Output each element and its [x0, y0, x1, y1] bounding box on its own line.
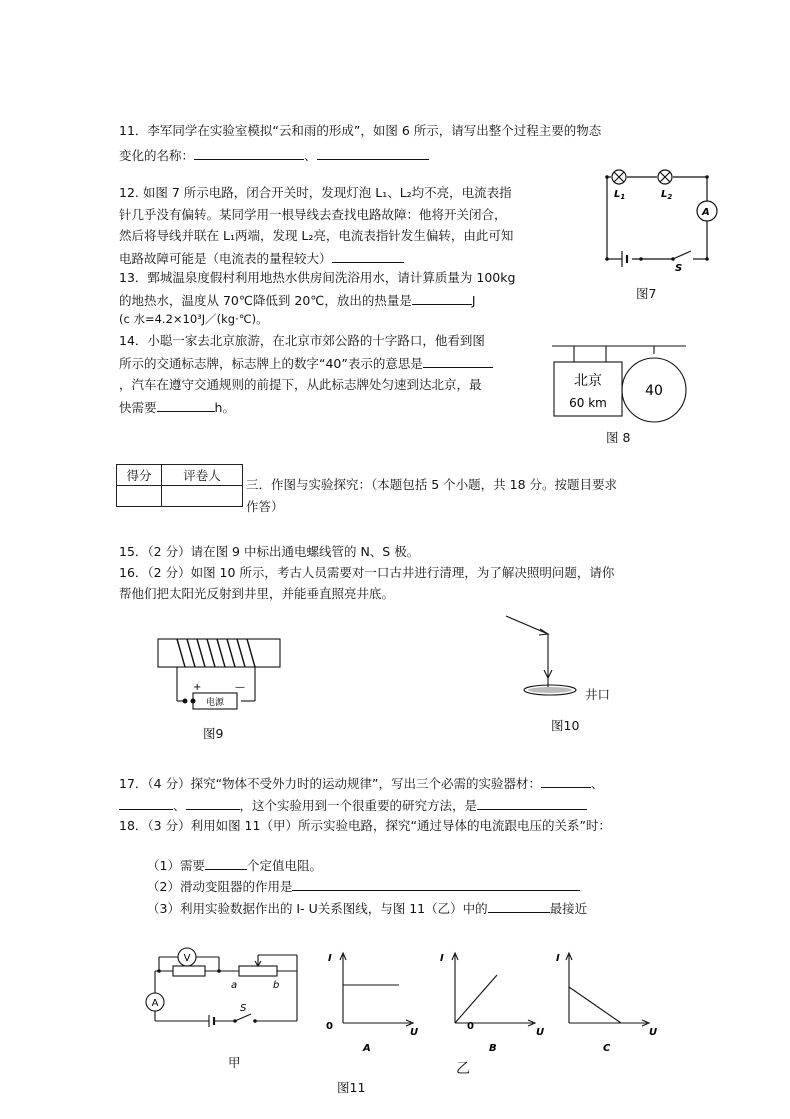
q14-line4 — [119, 397, 235, 416]
fig11-switch: S — [240, 1003, 247, 1014]
q12-line3: 然后将导线并联在 L₁两端，发现 L₂亮，电流表指针发生偏转，由此可知 — [119, 228, 514, 243]
q16-line2: 帮他们把太阳光反射到井里，并能垂直照亮井底。 — [119, 586, 395, 601]
fig11-yi-label: 乙 — [456, 1061, 470, 1077]
fig8-city: 北京 — [574, 373, 602, 389]
q14-line2 — [119, 353, 493, 372]
graph-a-origin: 0 — [326, 1021, 333, 1032]
figure-8-traffic-sign — [550, 340, 690, 422]
fig11-point-b: b — [273, 980, 280, 991]
section3-line2: 作答） — [246, 499, 284, 514]
q12-line2: 针几乎没有偏转。某同学用一根导线去查找电路故障：他将开关闭合， — [119, 207, 507, 222]
q17-blank-4[interactable] — [477, 795, 587, 810]
fig7-lamp2-label: $L_2$ — [661, 189, 673, 201]
graph-c-label: C — [603, 1043, 611, 1054]
q13-line2-text: 的地热水，温度从 70℃降低到 20℃，放出的热量是 — [119, 293, 412, 308]
fig9-plus: + — [193, 682, 202, 693]
q18-sub2-text: （2）滑动变阻器的作用是 — [147, 879, 293, 894]
graph-c-axis-u: U — [649, 1027, 658, 1038]
q17-line1-text: 17．（4 分）探究“物体不受外力时的运动规律”，写出三个必需的实验器材： — [119, 776, 542, 791]
q12-line1: 12. 如图 7 所示电路，闭合开关时，发现灯泡 L₁、L₂均不亮，电流表指 — [119, 185, 512, 200]
q18-blank-3[interactable] — [488, 898, 550, 913]
q14-line2-text: 所示的交通标志牌，标志牌上的数字“40”表示的意思是 — [119, 356, 423, 371]
q17-line2 — [119, 795, 587, 814]
q11-line2 — [119, 145, 429, 164]
graph-a-label: A — [363, 1043, 371, 1054]
graph-b-axis-i: I — [440, 953, 444, 964]
q17-line1 — [119, 773, 604, 792]
q11-line1: 11．李军同学在实验室模拟“云和雨的形成”，如图 6 所示，请写出整个过程主要的物态 — [119, 123, 602, 138]
q17-blank-1[interactable] — [541, 773, 591, 788]
q17-blank-3[interactable] — [186, 795, 240, 810]
q13-unit: J — [471, 293, 476, 308]
figure-11-yi-graph-a — [325, 945, 425, 1055]
q17-blank-2[interactable] — [119, 795, 173, 810]
score-cell[interactable] — [117, 486, 162, 507]
q14-blank-1[interactable] — [423, 353, 493, 368]
fig7-switch-label: S — [675, 263, 683, 274]
q11-label: 变化的名称： — [119, 148, 195, 163]
graph-c-axis-i: I — [556, 953, 560, 964]
q18-sub1-end: 个定值电阻。 — [246, 858, 322, 873]
fig11-voltmeter: V — [183, 953, 191, 964]
fig11-ammeter: A — [151, 998, 159, 1009]
figure-11-yi-graph-b — [437, 945, 547, 1055]
q18-sub2 — [147, 876, 580, 895]
q18-sub3 — [147, 898, 587, 917]
q11-blank-2[interactable] — [317, 145, 429, 160]
q18-sub1-text: （1）需要 — [147, 858, 205, 873]
figure-7-circuit — [595, 165, 735, 275]
q12-blank[interactable] — [332, 248, 404, 263]
q13-blank[interactable] — [412, 290, 472, 305]
fig7-ammeter-label: A — [702, 207, 710, 218]
q14-line1: 14．小聪一家去北京旅游，在北京市郊公路的十字路口，他看到图 — [119, 333, 485, 348]
fig8-caption: 图 8 — [606, 430, 631, 445]
q18-blank-2[interactable] — [292, 876, 580, 891]
fig8-distance: 60 km — [569, 396, 607, 410]
fig9-minus: — — [235, 682, 245, 693]
q12-line4 — [119, 248, 404, 267]
graph-a-axis-u: U — [410, 1027, 419, 1038]
fig10-caption: 图10 — [551, 718, 580, 733]
q14-line4-text: 快需要 — [119, 400, 157, 415]
grader-cell[interactable] — [162, 486, 243, 507]
q17-line2-text: ，这个实验用到一个很重要的研究方法，是 — [239, 798, 478, 813]
fig11-caption: 图11 — [337, 1080, 366, 1095]
q13-line1: 13．鄄城温泉度假村利用地热水供房间洗浴用水，请计算质量为 100kg — [119, 270, 516, 285]
q13-line3: (c 水=4.2×10³J／(kg·℃)。 — [119, 312, 268, 326]
q16-line1: 16．（2 分）如图 10 所示，考古人员需要对一口古井进行清理，为了解决照明问题，请你 — [119, 565, 615, 580]
score-header: 得分 — [117, 465, 162, 486]
q18-line1: 18．（3 分）利用如图 11（甲）所示实验电路，探究“通过导体的电流跟电压的关系”时： — [119, 818, 611, 833]
score-table — [116, 464, 243, 507]
q17-sep-2: 、 — [173, 798, 186, 813]
fig11-jia-label: 甲 — [228, 1055, 241, 1070]
figure-11-jia-circuit — [143, 945, 303, 1040]
q14-blank-2[interactable] — [157, 397, 215, 412]
q11-sep: 、 — [304, 148, 317, 163]
fig9-caption: 图9 — [203, 726, 224, 741]
figure-11-yi-graph-c — [553, 945, 663, 1055]
fig10-well-label: 井口 — [585, 687, 611, 702]
q15-text: 15．（2 分）请在图 9 中标出通电螺线管的 N、S 极。 — [119, 544, 420, 559]
q13-line2 — [119, 290, 476, 309]
grader-header: 评卷人 — [162, 465, 243, 486]
graph-b-axis-u: U — [536, 1027, 545, 1038]
q18-sub1 — [147, 855, 322, 874]
fig7-caption: 图7 — [636, 286, 657, 301]
q17-sep-1: 、 — [591, 776, 604, 791]
graph-a-axis-i: I — [328, 953, 332, 964]
graph-b-origin: 0 — [467, 1021, 474, 1032]
q14-line3: ，汽车在遵守交通规则的前提下，从此标志牌处匀速到达北京，最 — [119, 377, 482, 392]
fig8-speed-limit: 40 — [645, 383, 663, 399]
q14-unit: h。 — [214, 400, 235, 415]
q12-line4-text: 电路故障可能是（电流表的量程较大） — [119, 251, 332, 266]
graph-b-label: B — [489, 1043, 497, 1054]
figure-9-solenoid — [155, 636, 285, 716]
section3-line1: 三．作图与实验探究：（本题包括 5 个小题，共 18 分。按题目要求 — [246, 477, 618, 492]
fig7-lamp1-label: $L_1$ — [614, 189, 626, 201]
q18-blank-1[interactable] — [205, 855, 247, 870]
q18-sub3-end: 最接近 — [549, 901, 588, 916]
fig9-power-source: 电源 — [205, 698, 225, 708]
fig11-point-a: a — [231, 980, 238, 991]
q18-sub3-text: （3）利用实验数据作出的 I- U关系图线，与图 11（乙）中的 — [147, 901, 488, 916]
q11-blank-1[interactable] — [194, 145, 304, 160]
